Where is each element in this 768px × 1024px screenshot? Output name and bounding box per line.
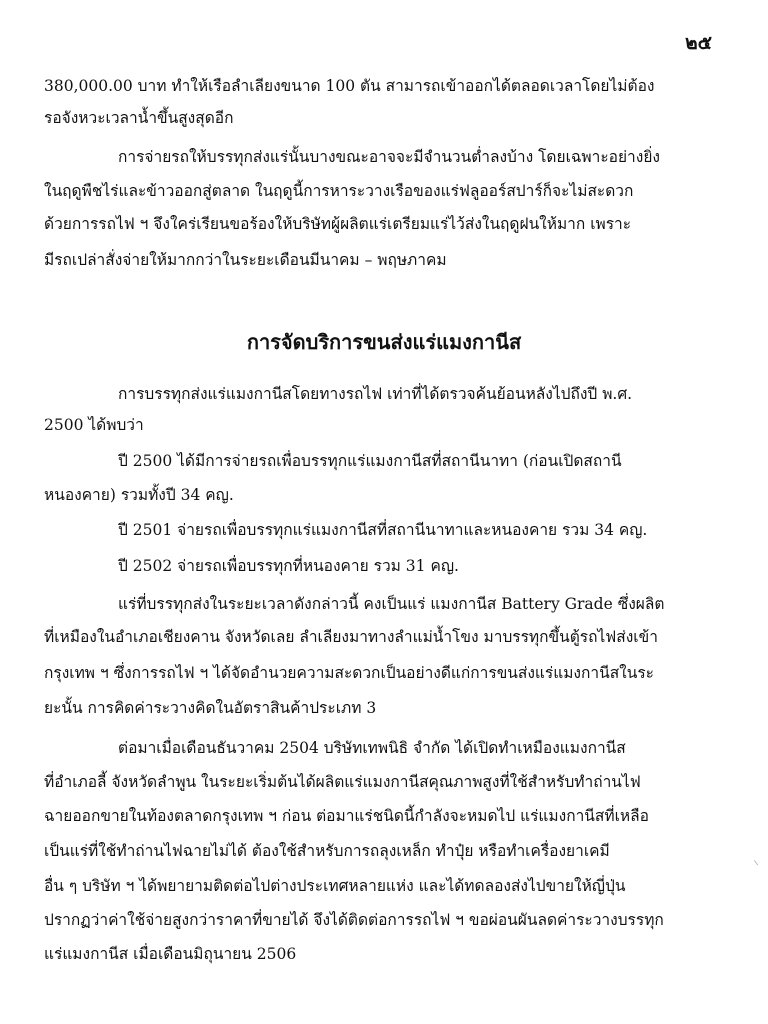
body-line-text: ปี 2502 จ่ายรถเพื่อบรรทุกที่หนองคาย รวม 31 คญ. bbox=[118, 557, 459, 575]
page-number: ๒๕ bbox=[685, 32, 712, 54]
section-heading: การจัดบริการขนส่งแร่แมงกานีส bbox=[246, 330, 522, 354]
body-line bbox=[44, 250, 447, 270]
body-line-text: ฉายออกขายในท้องตลาดกรุงเทพ ฯ ก่อน ต่อมาแร่ชนิดนี้กำลังจะหมดไป แร่แมงกานีสที่เหลือ bbox=[44, 807, 649, 825]
body-line bbox=[44, 485, 234, 505]
body-line bbox=[44, 181, 633, 201]
body-line-text: ปี 2501 จ่ายรถเพื่อบรรทุกแร่แมงกานีสที่สถานีนาทาและหนองคาย รวม 34 คญ. bbox=[118, 521, 648, 539]
body-line bbox=[44, 910, 664, 930]
body-line-text: 2500 ได้พบว่า bbox=[44, 416, 144, 434]
body-line-text: ด้วยการรถไฟ ฯ จึงใคร่เรียนขอร้องให้บริษัทผู้ผลิตแร่เตรียมแร่ไว้ส่งในฤดูฝนให้มาก เพราะ bbox=[44, 215, 632, 233]
body-line bbox=[44, 841, 610, 861]
body-line bbox=[118, 594, 664, 614]
body-line bbox=[118, 520, 647, 540]
body-line-text: อื่น ๆ บริษัท ฯ ได้พยายามติดต่อไปต่างประเทศหลายแห่ง และได้ทดลองส่งไปขายให้ญี่ปุ่น bbox=[44, 877, 626, 895]
body-line-text: ต่อมาเมื่อเดือนธันวาคม 2504 บริษัทเทพนิธิ จำกัด ได้เปิดทำเหมืองแมงกานีส bbox=[118, 739, 626, 757]
body-line bbox=[44, 76, 708, 96]
body-line-text: รอจังหวะเวลาน้ำขึ้นสูงสุดอีก bbox=[44, 109, 234, 127]
body-line-text: การบรรทุกส่งแร่แมงกานีสโดยทางรถไฟ เท่าที่ได้ตรวจค้นย้อนหลังไปถึงปี พ.ศ. bbox=[118, 385, 633, 403]
body-line bbox=[44, 663, 654, 683]
body-line-text: แร่ที่บรรทุกส่งในระยะเวลาดังกล่าวนี้ คงเป็นแร่ แมงกานีส Battery Grade ซึ่งผลิต bbox=[118, 595, 665, 613]
body-line-text: ในฤดูพืชไร่และข้าวออกสู่ตลาด ในฤดูนี้การหาระวางเรือของแร่ฟลูออร์สปาร์ก็จะไม่สะดวก bbox=[44, 182, 634, 200]
body-line-text: ที่อำเภอลี้ จังหวัดลำพูน ในระยะเริ่มต้นได้ผลิตแร่แมงกานีสคุณภาพสูงที่ใช้สำหรับทำถ่านไฟ bbox=[44, 773, 641, 791]
body-line bbox=[44, 108, 233, 128]
body-line bbox=[118, 556, 459, 576]
body-line bbox=[44, 415, 144, 435]
body-line bbox=[44, 876, 625, 896]
body-line-text: ปี 2500 ได้มีการจ่ายรถเพื่อบรรทุกแร่แมงกานีสที่สถานีนาทา (ก่อนเปิดสถานี bbox=[118, 452, 622, 470]
body-line bbox=[44, 627, 658, 647]
body-line bbox=[118, 147, 660, 167]
body-line-text: แร่แมงกานีส เมื่อเดือนมิถุนายน 2506 bbox=[44, 945, 297, 963]
body-line-text: การจ่ายรถให้บรรทุกส่งแร่นั้นบางขณะอาจจะมีจำนวนต่ำลงบ้าง โดยเฉพาะอย่างยิ่ง bbox=[118, 148, 660, 166]
body-line bbox=[44, 772, 641, 792]
body-line-text: 380,000.00 บาท ทำให้เรือลำเลียงขนาด 100 ตัน สามารถเข้าออกได้ตลอดเวลาโดยไม่ต้อง bbox=[44, 77, 655, 95]
body-line-text: ที่เหมืองในอำเภอเชียงคาน จังหวัดเลย ลำเลียงมาทางลำแม่น้ำโขง มาบรรทุกขึ้นตู้รถไฟส่งเข้า bbox=[44, 628, 658, 646]
body-line bbox=[44, 944, 296, 964]
body-line-text: ยะนั้น การคิดค่าระวางคิดในอัตราสินค้าประเภท 3 bbox=[44, 699, 377, 717]
body-line bbox=[118, 738, 626, 758]
scan-mark bbox=[754, 857, 763, 866]
body-line-text: หนองคาย) รวมทั้งปี 34 คญ. bbox=[44, 486, 234, 504]
body-line bbox=[44, 698, 376, 718]
body-line bbox=[118, 451, 622, 471]
body-line-text: เป็นแร่ที่ใช้ทำถ่านไฟฉายไม่ได้ ต้องใช้สำหรับการถลุงเหล็ก ทำปุ๋ย หรือทำเครื่องยาเคมี bbox=[44, 842, 610, 860]
body-line-text: กรุงเทพ ฯ ซึ่งการรถไฟ ฯ ได้จัดอำนวยความสะดวกเป็นอย่างดีแก่การขนส่งแร่แมงกานีสในระ bbox=[44, 664, 654, 682]
body-line-text: ปรากฏว่าค่าใช้จ่ายสูงกว่าราคาที่ขายได้ จึงได้ติดต่อการรถไฟ ฯ ขอผ่อนผันลดค่าระวางบรรทุก bbox=[44, 911, 664, 929]
body-line bbox=[118, 384, 632, 404]
body-line-text: มีรถเปล่าสั่งจ่ายให้มากกว่าในระยะเดือนมีนาคม – พฤษภาคม bbox=[44, 251, 447, 269]
body-line bbox=[44, 214, 631, 234]
body-line bbox=[44, 806, 649, 826]
